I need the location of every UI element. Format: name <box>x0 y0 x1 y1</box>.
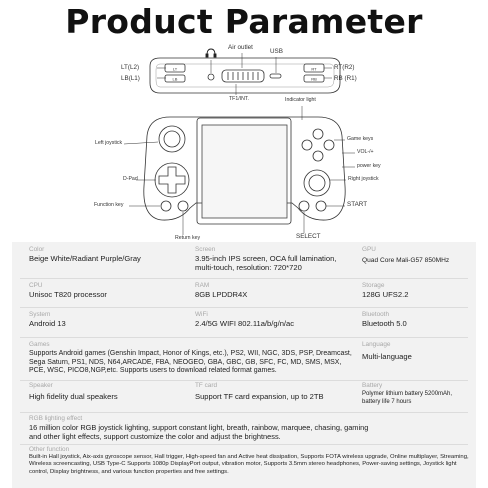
spec-screen <box>195 247 355 273</box>
headphone-icon <box>206 49 216 57</box>
label-indicator: Indicator light <box>285 97 316 103</box>
spec-value: Built-in Hall joystick, Aix-axis gyroscope sensor, Hall trigger, High-speed fan and Active heat dissipation, Supports FOTA wireless upgrade, Online multiplayer, Streaming, Wireless screencasting, USB Type-C Supports 1080p DisplayPort output, vibration motor, Supports 3.5mm stereo headphones, Power-saving settings, Joystick light control, Display brightness, and various function properties and free settings. <box>29 454 469 475</box>
spec-label: Color <box>29 246 45 253</box>
headphone-jack <box>208 74 214 80</box>
label-rt: RT(R2) <box>334 64 355 71</box>
spec-label: WiFi <box>195 311 208 318</box>
device-illustration <box>0 40 488 245</box>
label-start: START <box>347 201 368 208</box>
label-game-keys: Game keys <box>347 136 374 142</box>
game-keys <box>302 129 334 161</box>
spec-speaker <box>29 383 189 402</box>
air-outlet-vent <box>222 70 264 82</box>
top-view-outline <box>150 58 340 93</box>
spec-value: 8GB LPDDR4X <box>195 290 248 300</box>
spec-rgb <box>29 416 379 441</box>
label-right-joystick: Right joystick <box>348 176 379 182</box>
label-rb: RB (R1) <box>334 75 357 82</box>
spec-bluetooth <box>362 312 472 329</box>
spec-color <box>29 247 189 264</box>
divider <box>20 278 468 279</box>
spec-games <box>29 342 355 375</box>
label-left-joystick: Left joystick <box>95 140 123 146</box>
right-joystick <box>304 170 330 196</box>
spec-value: Quad Core Mali-G57 850MHz <box>362 257 450 265</box>
spec-value: Unisoc T820 processor <box>29 290 107 300</box>
spec-value: Bluetooth 5.0 <box>362 319 407 329</box>
spec-wifi <box>195 312 355 329</box>
label-usb: USB <box>270 48 283 55</box>
spec-table <box>12 242 476 488</box>
spec-language <box>362 342 472 362</box>
spec-value: 3.95-inch IPS screen, OCA full lamination, multi-touch, resolution: 720*720 <box>195 254 337 273</box>
rb-mark: RB <box>311 76 317 82</box>
spec-value: Polymer lithium battery 5200mAh, battery life 7 hours <box>362 391 453 405</box>
spec-system <box>29 312 189 329</box>
start-key <box>316 201 326 211</box>
divider <box>20 380 468 381</box>
label-select: SELECT <box>296 233 321 240</box>
spec-ram <box>195 283 355 300</box>
spec-value: Supports Android games (Genshin Impact, Honor of Kings, etc.), PS2, WII, NGC, 3DS, PSP, Dreamcast, Sega Saturn, PS1, NDS, N64,ARCADE, FBA, NEOGEO, GBA, GBC, GB, SFC, FC, MD, SMS, MSX, PCE, WSC, PICO8,NGP,etc. Supports users to download related format games. <box>29 350 352 374</box>
divider <box>20 444 468 445</box>
spec-storage <box>362 283 472 300</box>
label-dpad: D-Pad <box>123 176 138 182</box>
label-volume: VOL-/+ <box>357 149 374 155</box>
rt-mark: RT <box>311 66 317 72</box>
label-lb: LB(L1) <box>121 75 140 82</box>
spec-label: Games <box>29 341 50 348</box>
spec-value: Android 13 <box>29 319 66 329</box>
spec-label: TF card <box>195 382 218 389</box>
label-air-outlet: Air outlet <box>228 44 253 51</box>
dpad <box>155 163 189 197</box>
divider <box>20 337 468 338</box>
spec-gpu <box>362 247 472 265</box>
lt-mark: LT <box>172 66 178 72</box>
spec-label: Bluetooth <box>362 311 390 318</box>
return-key <box>178 201 188 211</box>
select-key <box>299 201 309 211</box>
left-joystick <box>159 126 185 152</box>
spec-label: Other function <box>29 446 70 453</box>
spec-value: 16 million color RGB joystick lighting, support constant light, breath, rainbow, marquee, chasing, gaming and other light effects, support customize the color and adjust the brightness. <box>29 423 369 441</box>
spec-label: RAM <box>195 282 210 289</box>
spec-label: Battery <box>362 382 383 389</box>
divider <box>20 307 468 308</box>
spec-tf-card <box>195 383 355 402</box>
page-title: Product Parameter <box>65 2 423 41</box>
divider <box>20 412 468 413</box>
screen <box>197 118 291 224</box>
spec-label: Speaker <box>29 382 53 389</box>
spec-cpu <box>29 283 189 300</box>
spec-label: Storage <box>362 282 385 289</box>
lb-mark: LB <box>172 76 178 82</box>
device-diagram <box>0 40 488 245</box>
spec-label: Screen <box>195 246 216 253</box>
label-return-key: Return key <box>175 235 201 241</box>
spec-value: Support TF card expansion, up to 2TB <box>195 392 324 402</box>
spec-label: CPU <box>29 282 43 289</box>
label-function-key: Function key <box>94 202 124 208</box>
spec-label: RGB lighting effect <box>29 415 83 422</box>
spec-value: 128G UFS2.2 <box>362 290 409 300</box>
spec-value: Multi-language <box>362 352 412 362</box>
label-power: power key <box>357 163 381 169</box>
spec-value: 2.4/5G WIFI 802.11a/b/g/n/ac <box>195 319 295 329</box>
usb-port <box>270 74 281 78</box>
spec-label: Language <box>362 341 391 348</box>
function-key <box>161 201 171 211</box>
label-lt: LT(L2) <box>121 64 140 71</box>
spec-label: System <box>29 311 51 318</box>
spec-battery <box>362 383 472 406</box>
spec-value: Beige White/Radiant Purple/Gray <box>29 254 141 264</box>
spec-value: High fidelity dual speakers <box>29 392 118 402</box>
label-tf: TF1/INT. <box>229 96 249 102</box>
spec-other <box>29 447 473 476</box>
spec-label: GPU <box>362 246 376 253</box>
